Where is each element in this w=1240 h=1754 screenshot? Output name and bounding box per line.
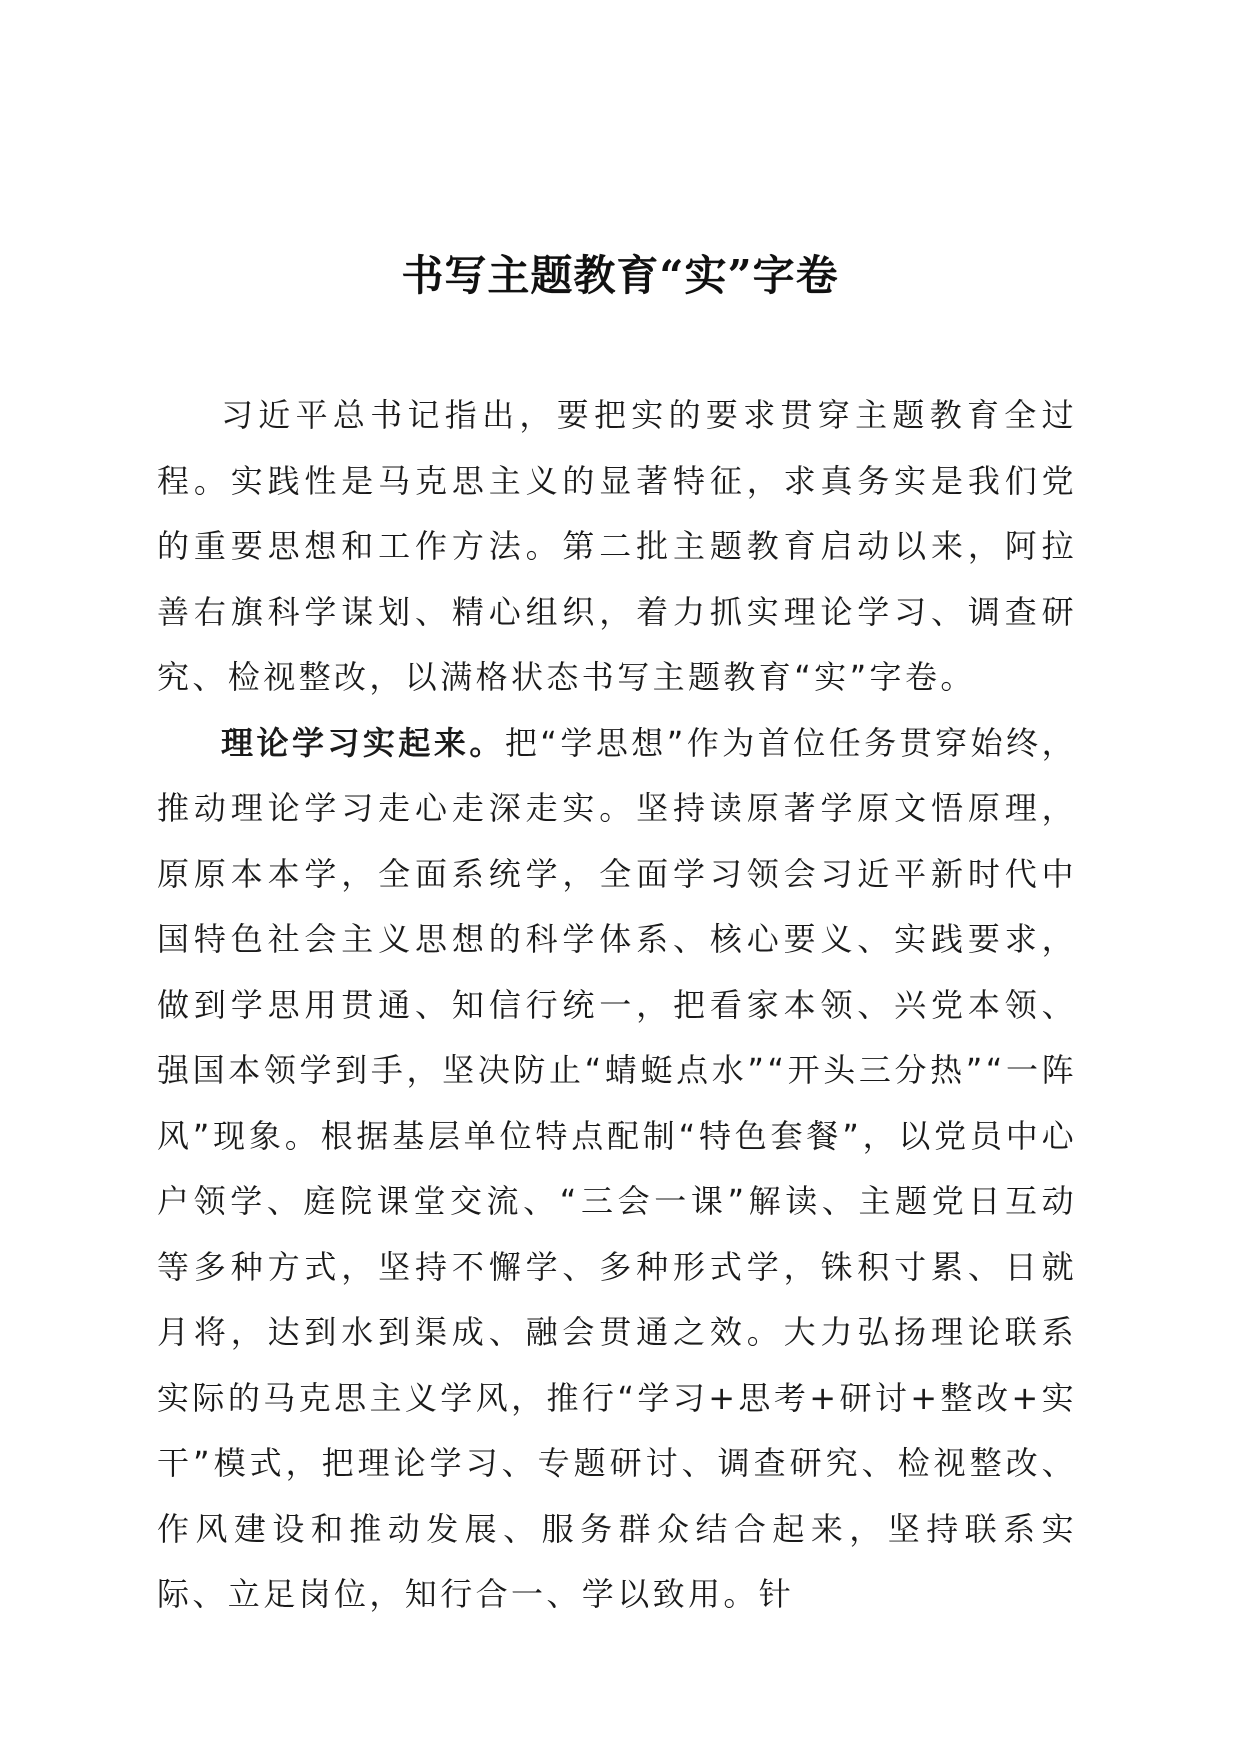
paragraph-text: 习近平总书记指出，要把实的要求贯穿主题教育全过程。实践性是马克思主义的显著特征，求真务实是我们党的重要思想和工作方法。第二批主题教育启动以来，阿拉善右旗科学谋划、精心组织，着力抓实理论学习、调查研究、检视整改，以满格状态书写主题教育“实”字卷。 [157,396,1077,696]
document-title: 书写主题教育“实”字卷 [401,251,839,300]
paragraph-intro [157,383,1077,711]
paragraph-lead: 理论学习实起来。 [221,723,505,762]
paragraph-text: 把“学思想”作为首位任务贯穿始终，推动理论学习走心走深走实。坚持读原著学原文悟原理，原原本本学，全面系统学，全面学习领会习近平新时代中国特色社会主义思想的科学体系、核心要义、实践要求，做到学思用贯通、知信行统一，把看家本领、兴党本领、强国本领学到手，坚决防止“蜻蜓点水”“开头三分热”“一阵风”现象。根据基层单位特点配制“特色套餐”，以党员中心户领学、庭院课堂交流、“三会一课”解读、主题党日互动等多种方式，坚持不懈学、多种形式学，铢积寸累、日就月将，达到水到渠成、融会贯通之效。大力弘扬理论联系实际的马克思主义学风，推行“学习+思考+研讨+整改+实干”模式，把理论学习、专题研讨、调查研究、检视整改、作风建设和推动发展、服务群众结合起来，坚持联系实际、立足岗位，知行合一、学以致用。针 [157,723,1077,1613]
paragraph-theory-study [157,711,1077,1628]
document-body [157,383,1077,1628]
